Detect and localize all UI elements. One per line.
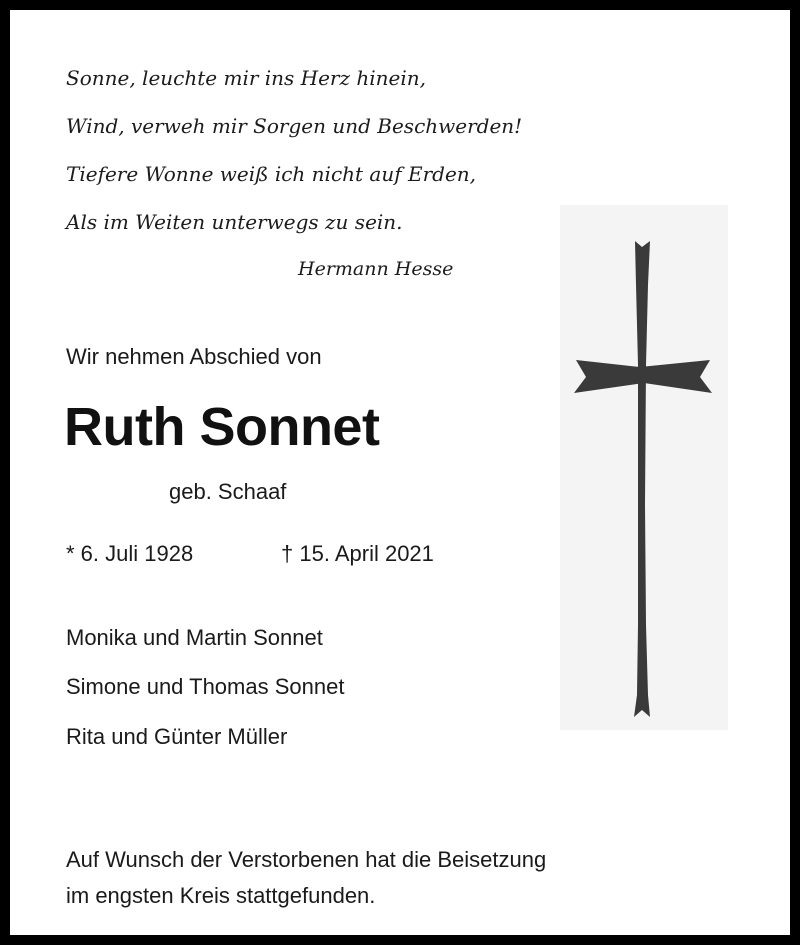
- cross-icon: [560, 205, 728, 730]
- poem-line-2: Wind, verweh mir Sorgen und Beschwerden!: [66, 114, 523, 138]
- farewell-text: Wir nehmen Abschied von: [66, 344, 322, 369]
- poem-line-1: Sonne, leuchte mir ins Herz hinein,: [66, 66, 427, 90]
- poem-author: Hermann Hesse: [298, 258, 454, 280]
- poem-line-4: Als im Weiten unterwegs zu sein.: [66, 210, 403, 234]
- birth-date: * 6. Juli 1928: [66, 541, 194, 566]
- cross-vertical-beam: [634, 241, 650, 717]
- mourner-1: Monika und Martin Sonnet: [66, 625, 323, 650]
- poem-line-3: Tiefere Wonne weiß ich nicht auf Erden,: [66, 162, 477, 186]
- notice-line-1: Auf Wunsch der Verstorbenen hat die Beisetzung: [66, 847, 547, 872]
- deceased-name: Ruth Sonnet: [64, 397, 380, 457]
- notice-line-2: im engsten Kreis stattgefunden.: [66, 883, 376, 908]
- maiden-name: geb. Schaaf: [169, 479, 287, 504]
- death-date: † 15. April 2021: [281, 541, 434, 566]
- mourner-3: Rita und Günter Müller: [66, 724, 288, 749]
- mourner-2: Simone und Thomas Sonnet: [66, 674, 345, 699]
- cross-graphic: [560, 205, 728, 730]
